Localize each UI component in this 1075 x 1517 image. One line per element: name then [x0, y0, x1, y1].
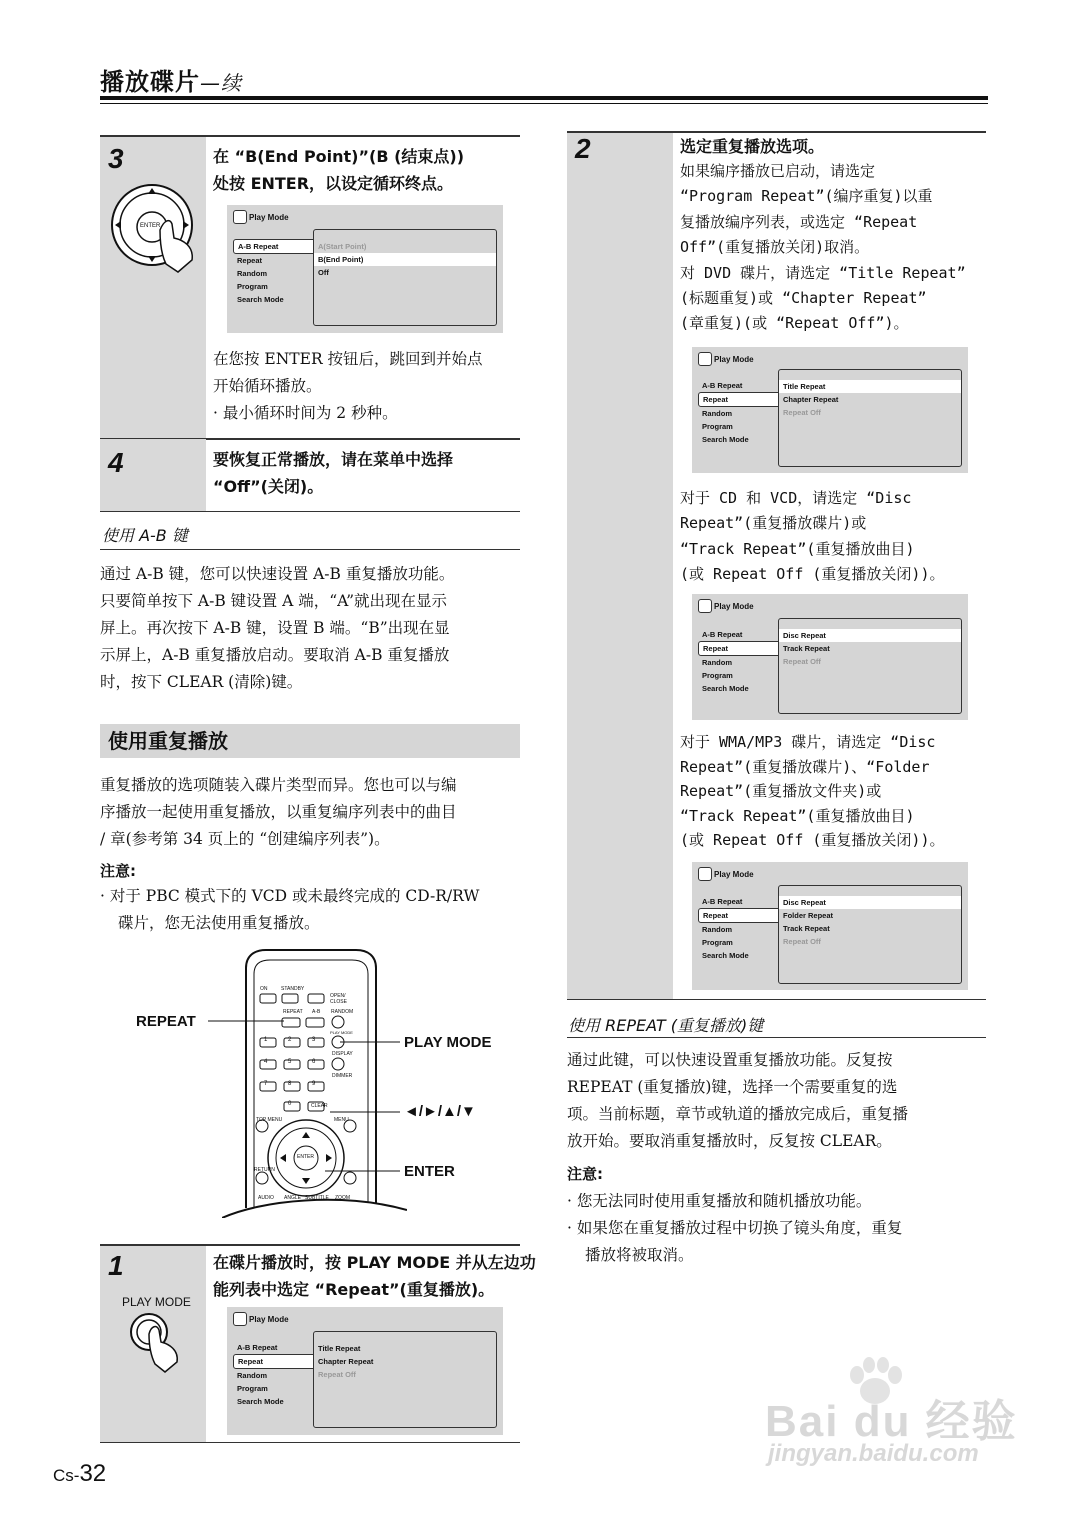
- step-3-number: 3: [108, 143, 124, 174]
- repeat-note-title: 注意:: [100, 862, 136, 880]
- option-chapter-repeat[interactable]: Chapter Repeat: [318, 1357, 374, 1366]
- option-end-point[interactable]: B(End Point): [314, 253, 496, 266]
- play-mode-menu: [698, 628, 784, 695]
- menu-item-random[interactable]: Random: [237, 269, 267, 278]
- repeat-key-note-line: · 您无法同时使用重复播放和随机播放功能。: [567, 1192, 872, 1210]
- remote-digit: 4: [264, 1059, 268, 1065]
- page-number: [53, 1460, 106, 1488]
- menu-item-repeat[interactable]: Repeat: [237, 256, 263, 265]
- remote-enter-label: ENTER: [297, 1154, 314, 1160]
- play-mode-icon: [698, 352, 712, 366]
- ab-line: 示屏上，A-B 重复播放启动。要取消 A-B 重复播放: [100, 646, 450, 664]
- menu-item-random[interactable]: Random: [702, 409, 732, 418]
- step-2-p3: [680, 486, 985, 588]
- step-1-instruction: [213, 1249, 536, 1303]
- repeat-key-line: 项。当前标题，章节或轨道的播放完成后，重复播: [567, 1105, 909, 1123]
- remote-close-label: CLOSE: [330, 999, 347, 1005]
- step-3-line2: 处按 ENTER，以设定循环终点。: [213, 174, 454, 193]
- repeat-key-note-title: 注意:: [567, 1165, 603, 1183]
- remote-ab-label: A-B: [312, 1009, 321, 1015]
- repeat-key-line: 通过此键，可以快速设置重复播放功能。反复按: [567, 1051, 893, 1069]
- play-mode-press-illustration: [125, 1310, 200, 1375]
- remote-digit: 1: [264, 1037, 268, 1043]
- repeat-note: [100, 883, 479, 937]
- menu-item-ab-repeat[interactable]: A-B Repeat: [233, 239, 319, 254]
- option-folder-repeat[interactable]: Folder Repeat: [783, 911, 834, 920]
- repeat-line: / 章(参考第 34 页上的 “创建编序列表”)。: [100, 830, 390, 848]
- page-title-text: 播放碟片: [100, 68, 200, 96]
- remote-audio-label: AUDIO: [258, 1195, 274, 1201]
- remote-return-label: RETURN: [254, 1167, 275, 1173]
- step-3-bullet: · 最小循环时间为 2 秒种。: [213, 404, 398, 422]
- repeat-key-line: 放开始。要取消重复播放时，反复按 CLEAR。: [567, 1132, 892, 1150]
- play-mode-panel-step1: [227, 1307, 503, 1435]
- repeat-key-note-line: 播放将被取消。: [585, 1246, 694, 1264]
- menu-item-search-mode[interactable]: Search Mode: [237, 295, 284, 304]
- option-track-repeat[interactable]: Track Repeat: [783, 924, 830, 933]
- play-mode-title: Play Mode: [249, 1315, 289, 1324]
- play-mode-icon: [698, 599, 712, 613]
- step-4-line1: 要恢复正常播放，请在菜单中选择: [213, 450, 454, 469]
- remote-digit: 0: [288, 1101, 292, 1107]
- step-1-line1: 在碟片播放时，按 PLAY MODE 并从左边功: [213, 1253, 536, 1272]
- header-rule-thin: [100, 103, 988, 104]
- step-1-number: 1: [108, 1250, 124, 1281]
- step-3-instruction: [213, 143, 464, 197]
- play-mode-icon: [698, 867, 712, 881]
- step-4-instruction: [213, 446, 453, 500]
- step-2-p4-line: “Track Repeat”(重复播放曲目): [680, 806, 915, 825]
- play-mode-menu: [233, 1341, 319, 1408]
- repeat-section-body: [100, 772, 457, 853]
- remote-digit: 6: [312, 1059, 316, 1065]
- menu-item-repeat[interactable]: Repeat: [698, 908, 784, 923]
- ab-line: 时，按下 CLEAR (清除)键。: [100, 673, 303, 691]
- remote-digit: 9: [312, 1081, 316, 1087]
- step-2-heading: 选定重复播放选项。: [680, 137, 825, 156]
- menu-item-search-mode[interactable]: Search Mode: [702, 684, 749, 693]
- remote-callout-lines: [200, 1015, 410, 1175]
- menu-item-ab-repeat[interactable]: A-B Repeat: [702, 897, 743, 906]
- step-3-after-line2: 开始循环播放。: [213, 377, 322, 395]
- menu-item-repeat[interactable]: Repeat: [698, 641, 784, 656]
- step-2-p3-line: (或 Repeat Off (重复播放关闭))。: [680, 565, 945, 584]
- remote-playmode-label: PLAY MODE: [330, 1030, 353, 1035]
- menu-item-repeat[interactable]: Repeat: [698, 392, 784, 407]
- ab-line: 屏上。再次按下 A-B 键，设置 B 端。“B”出现在显: [100, 619, 450, 637]
- play-mode-title: Play Mode: [714, 870, 754, 879]
- play-mode-icon: [233, 210, 247, 224]
- menu-item-random[interactable]: Random: [702, 658, 732, 667]
- repeat-key-notes: [567, 1188, 902, 1269]
- step-2-p4-line: 对于 WMA/MP3 碟片，请选定 “Disc: [680, 733, 936, 751]
- menu-item-search-mode[interactable]: Search Mode: [702, 951, 749, 960]
- ab-line: 通过 A-B 键，您可以快速设置 A-B 重复播放功能。: [100, 565, 455, 583]
- play-mode-menu: [698, 895, 784, 962]
- ab-line: 只要简单按下 A-B 键设置 A 端，“A”就出现在显示: [100, 592, 447, 610]
- baidu-watermark-url: jingyan.baidu.com: [768, 1440, 979, 1467]
- option-track-repeat[interactable]: Track Repeat: [783, 644, 830, 653]
- step-2-p2-line: (章重复)(或 “Repeat Off”)。: [680, 314, 909, 333]
- step-2-p4-line: Repeat”(重复播放文件夹)或: [680, 782, 882, 801]
- repeat-key-section-heading: 使用 REPEAT (重复播放)键: [568, 1016, 764, 1035]
- step-2-p3-line: “Track Repeat”(重复播放曲目): [680, 539, 915, 558]
- step-2-p2-line: 对 DVD 碟片，请选定 “Title Repeat”: [680, 263, 966, 282]
- step-2-sidebar: [567, 133, 673, 999]
- option-title-repeat[interactable]: Title Repeat: [318, 1344, 361, 1353]
- repeat-line: 重复播放的选项随装入碟片类型而异。您也可以与编: [100, 776, 457, 794]
- step-2-p1: [680, 159, 985, 261]
- menu-item-program[interactable]: Program: [237, 1384, 268, 1393]
- callout-enter: ENTER: [404, 1163, 455, 1180]
- step-4-line2: “Off”(关闭)。: [213, 477, 324, 496]
- menu-item-program[interactable]: Program: [237, 282, 268, 291]
- ab-section-body: [100, 561, 454, 696]
- header-rule: [100, 96, 988, 100]
- step-2-p1-line: 复播放编序列表，或选定 “Repeat: [680, 212, 918, 231]
- step-2-p3-line: Repeat”(重复播放碟片)或: [680, 514, 867, 533]
- step-2-p2-line: (标题重复)或 “Chapter Repeat”: [680, 289, 927, 308]
- menu-item-search-mode[interactable]: Search Mode: [702, 435, 749, 444]
- remote-random-label: RANDOM: [331, 1009, 354, 1015]
- option-repeat-off[interactable]: Repeat Off: [318, 1370, 356, 1379]
- callout-arrows: ◄/►/▲/▼: [404, 1103, 476, 1120]
- remote-subtitle-label: SUBTITLE: [305, 1195, 329, 1201]
- remote-angle-label: ANGLE: [284, 1195, 301, 1201]
- step-3-after-line1: 在您按 ENTER 按钮后，跳回到并始点: [213, 350, 483, 368]
- play-mode-options: [778, 618, 962, 714]
- play-mode-title: Play Mode: [249, 213, 289, 222]
- repeat-section-heading: 使用重复播放: [100, 724, 520, 758]
- option-off[interactable]: Off: [318, 268, 329, 277]
- repeat-note-line1: · 对于 PBC 模式下的 VCD 或未最终完成的 CD-R/RW: [100, 887, 480, 905]
- step-2-p4-line: Repeat”(重复播放碟片)、“Folder: [680, 757, 930, 776]
- menu-item-random[interactable]: Random: [237, 1371, 267, 1380]
- step-2-p1-line: “Program Repeat”(编序重复)以重: [680, 187, 933, 206]
- option-chapter-repeat[interactable]: Chapter Repeat: [783, 395, 839, 404]
- remote-digit: 2: [288, 1037, 292, 1043]
- page-number-prefix: Cs-: [53, 1466, 80, 1485]
- ab-section-heading: 使用 A-B 键: [102, 526, 188, 545]
- play-mode-panel-mp3: [692, 862, 968, 990]
- remote-digit: 5: [288, 1059, 292, 1065]
- play-mode-key-label: PLAY MODE: [122, 1295, 191, 1309]
- remote-standby-label: STANDBY: [281, 986, 305, 992]
- option-title-repeat[interactable]: Title Repeat: [779, 380, 961, 393]
- step-3-after-text: [213, 346, 483, 427]
- menu-item-program[interactable]: Program: [702, 671, 733, 680]
- step-1-line2: 能列表中选定 “Repeat”(重复播放)。: [213, 1280, 495, 1299]
- remote-on-label: ON: [260, 986, 268, 992]
- play-mode-title: Play Mode: [714, 355, 754, 364]
- menu-item-ab-repeat[interactable]: A-B Repeat: [702, 381, 743, 390]
- step-2-content: [680, 134, 985, 337]
- remote-digit: 3: [312, 1037, 316, 1043]
- option-disc-repeat[interactable]: Disc Repeat: [779, 629, 961, 642]
- play-mode-options: [313, 1331, 497, 1428]
- repeat-line: 序播放一起使用重复播放，以重复编序列表中的曲目: [100, 803, 457, 821]
- remote-menu-label: MENU: [334, 1117, 349, 1123]
- play-mode-icon: [233, 1312, 247, 1326]
- play-mode-panel-ab: [227, 205, 503, 333]
- play-mode-panel-dvd: [692, 347, 968, 473]
- callout-repeat: REPEAT: [136, 1013, 196, 1030]
- option-disc-repeat[interactable]: Disc Repeat: [779, 896, 961, 909]
- step-2-p4: [680, 730, 985, 853]
- repeat-key-note-line: · 如果您在重复播放过程中切换了镜头角度，重复: [567, 1219, 903, 1237]
- repeat-key-section-body: [567, 1047, 908, 1155]
- remote-topmenu-label: TOP MENU: [256, 1117, 283, 1123]
- menu-item-program[interactable]: Program: [702, 938, 733, 947]
- menu-item-ab-repeat[interactable]: A-B Repeat: [702, 630, 743, 639]
- remote-digit: 7: [264, 1081, 268, 1087]
- repeat-key-section-rule: [567, 1037, 986, 1038]
- play-mode-options: [313, 229, 497, 326]
- step-2-number: 2: [575, 133, 591, 164]
- menu-item-program[interactable]: Program: [702, 422, 733, 431]
- play-mode-options: [778, 885, 962, 984]
- play-mode-panel-cd: [692, 594, 968, 720]
- menu-item-repeat[interactable]: Repeat: [233, 1354, 319, 1369]
- remote-display-label: DISPLAY: [332, 1051, 353, 1057]
- play-mode-menu: [698, 379, 784, 446]
- step-2-p1-line: Off”(重复播放关闭)取消。: [680, 238, 870, 257]
- repeat-key-line: REPEAT (重复播放)键，选择一个需要重复的选: [567, 1078, 898, 1096]
- repeat-note-line2: 碟片，您无法使用重复播放。: [118, 914, 320, 932]
- remote-clear-label: CLEAR: [311, 1103, 328, 1109]
- remote-digit: 8: [288, 1081, 292, 1087]
- menu-item-search-mode[interactable]: Search Mode: [237, 1397, 284, 1406]
- enter-key-label: ENTER: [140, 223, 161, 229]
- play-mode-menu: [233, 239, 319, 306]
- option-start-point[interactable]: A(Start Point): [318, 242, 367, 251]
- step-4-number: 4: [108, 447, 124, 478]
- remote-repeat-label: REPEAT: [283, 1009, 303, 1015]
- remote-zoom-label: ZOOM: [335, 1195, 350, 1201]
- page-title: [100, 62, 242, 97]
- step-2-p1-line: 如果编序播放已启动，请选定: [680, 162, 876, 180]
- remote-dimmer-label: DIMMER: [332, 1073, 353, 1079]
- remote-open-label: OPEN/: [330, 993, 346, 999]
- menu-item-ab-repeat[interactable]: A-B Repeat: [237, 1343, 278, 1352]
- menu-item-random[interactable]: Random: [702, 925, 732, 934]
- step-2-p4-line: (或 Repeat Off (重复播放关闭))。: [680, 831, 945, 850]
- option-repeat-off[interactable]: Repeat Off: [783, 408, 821, 417]
- option-repeat-off[interactable]: Repeat Off: [783, 657, 821, 666]
- play-mode-options: [778, 369, 962, 467]
- play-mode-title: Play Mode: [714, 602, 754, 611]
- step-2-p3-line: 对于 CD 和 VCD，请选定 “Disc: [680, 489, 912, 507]
- ab-section-rule: [100, 549, 520, 550]
- page-title-cont: —续: [200, 71, 242, 95]
- baidu-watermark: Bai du 经验: [765, 1397, 1018, 1446]
- option-repeat-off[interactable]: Repeat Off: [783, 937, 821, 946]
- step-3-line1: 在 “B(End Point)”(B (结束点)): [213, 147, 465, 166]
- page-number-value: 32: [79, 1460, 107, 1487]
- callout-play-mode: PLAY MODE: [404, 1034, 492, 1051]
- step-2-p2: [680, 261, 985, 337]
